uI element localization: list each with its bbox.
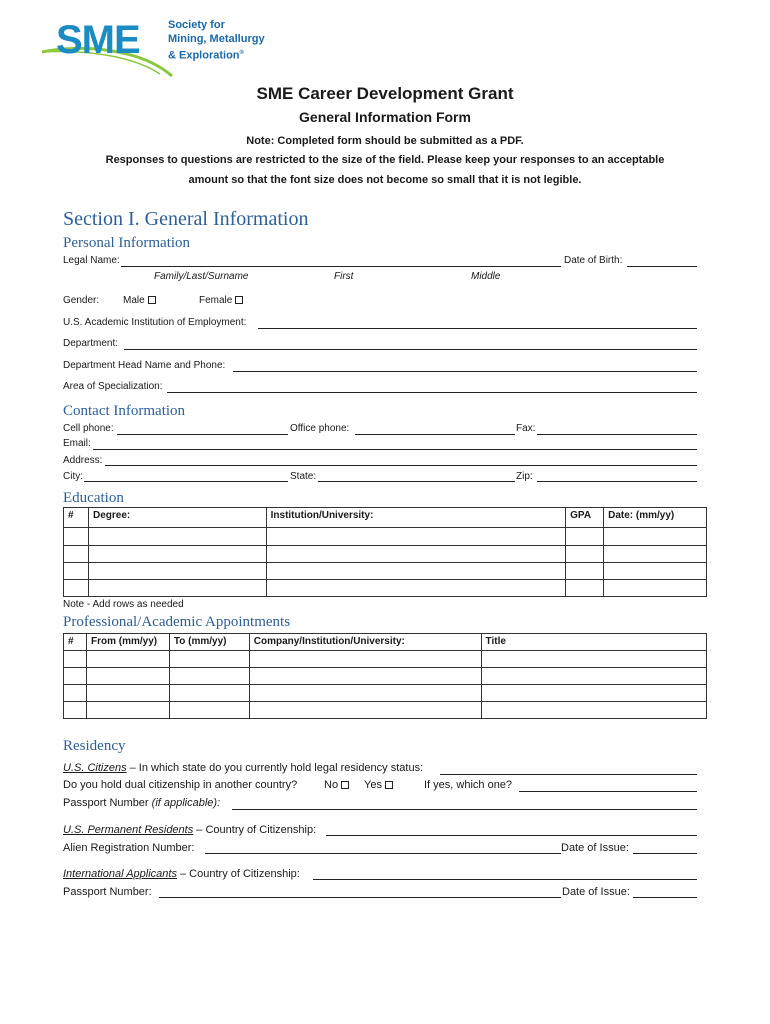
table-row[interactable] <box>64 563 707 580</box>
email-label: Email: <box>63 438 91 449</box>
department-field[interactable] <box>124 349 697 350</box>
address-label: Address: <box>63 455 103 466</box>
us-residency-state-field[interactable] <box>440 774 697 775</box>
passport-applicable-field[interactable] <box>232 809 697 810</box>
institution-label: U.S. Academic Institution of Employment: <box>63 317 247 328</box>
education-heading: Education <box>63 490 124 506</box>
dual-yes-option[interactable]: Yes <box>364 779 393 791</box>
dob-label: Date of Birth: <box>564 255 623 266</box>
education-note: Note - Add rows as needed <box>63 599 184 610</box>
state-label: State: <box>290 471 317 482</box>
passport-label: Passport Number: <box>63 886 152 898</box>
specialization-field[interactable] <box>167 392 697 393</box>
alien-date-issue-label: Date of Issue: <box>561 842 629 854</box>
education-table <box>63 507 707 597</box>
office-phone-label: Office phone: <box>290 423 350 434</box>
specialization-label: Area of Specialization: <box>63 381 163 392</box>
appt-col-company: Company/Institution/University: <box>249 634 481 651</box>
dept-head-field[interactable] <box>233 371 697 372</box>
cell-phone-label: Cell phone: <box>63 423 114 434</box>
institution-field[interactable] <box>258 328 697 329</box>
table-row[interactable] <box>64 685 707 702</box>
edu-col-date: Date: (mm/yy) <box>604 508 707 528</box>
page-subtitle: General Information Form <box>299 109 471 125</box>
appt-col-title: Title <box>481 634 706 651</box>
city-field[interactable] <box>84 481 288 482</box>
intl-country-field[interactable] <box>313 879 697 880</box>
office-phone-field[interactable] <box>355 434 515 435</box>
city-label: City: <box>63 471 83 482</box>
intl-date-issue-field[interactable] <box>633 897 697 898</box>
intl-date-issue-label: Date of Issue: <box>562 886 630 898</box>
perm-residents-label: U.S. Permanent Residents – Country of Citizenship: <box>63 824 317 836</box>
education-header-row <box>64 508 707 528</box>
male-checkbox[interactable] <box>148 296 156 304</box>
edu-col-number: # <box>64 508 89 528</box>
table-row[interactable] <box>64 668 707 685</box>
dob-field[interactable] <box>627 266 697 267</box>
legal-name-label: Legal Name: <box>63 255 120 266</box>
fax-field[interactable] <box>537 434 697 435</box>
fax-label: Fax: <box>516 423 536 434</box>
edu-col-institution: Institution/University: <box>266 508 566 528</box>
intl-applicants-label: International Applicants – Country of Citizenship: <box>63 868 300 880</box>
note-size-2: amount so that the font size does not become so small that it is not legible. <box>188 174 582 186</box>
residency-heading: Residency <box>63 738 126 754</box>
logo-tagline: Society for Mining, Metallurgy & Exploration® <box>168 19 265 62</box>
table-row[interactable] <box>64 546 707 563</box>
table-row[interactable] <box>64 580 707 597</box>
dual-yes-checkbox[interactable] <box>385 781 393 789</box>
dept-head-label: Department Head Name and Phone: <box>63 360 226 371</box>
family-name-caption: Family/Last/Surname <box>154 271 249 282</box>
which-country-field[interactable] <box>519 791 697 792</box>
middle-name-caption: Middle <box>471 271 501 282</box>
appt-col-from: From (mm/yy) <box>86 634 169 651</box>
table-row[interactable] <box>64 528 707 546</box>
passport-applicable-label: Passport Number (if applicable): <box>63 797 221 809</box>
dual-no-option[interactable]: No <box>324 779 349 791</box>
dual-no-checkbox[interactable] <box>341 781 349 789</box>
alien-reg-label: Alien Registration Number: <box>63 842 195 854</box>
personal-info-heading: Personal Information <box>63 235 191 251</box>
alien-reg-field[interactable] <box>205 853 561 854</box>
zip-label: Zip: <box>516 471 533 482</box>
gender-label: Gender: <box>63 295 100 306</box>
perm-country-field[interactable] <box>326 835 697 836</box>
us-citizens-label: U.S. Citizens – In which state do you currently hold legal residency status: <box>63 762 424 774</box>
logo-wordmark: SME <box>56 18 140 62</box>
note-size-1: Responses to questions are restricted to the size of the field. Please keep your responses to an acceptable <box>105 154 665 166</box>
email-field[interactable] <box>93 449 697 450</box>
appt-col-to: To (mm/yy) <box>169 634 249 651</box>
passport-field[interactable] <box>159 897 561 898</box>
page-title: SME Career Development Grant <box>256 84 514 103</box>
appointments-header-row <box>64 634 707 651</box>
section-heading: Section I. General Information <box>63 208 309 230</box>
cell-phone-field[interactable] <box>117 434 288 435</box>
dual-citizenship-label: Do you hold dual citizenship in another country? <box>63 779 298 791</box>
edu-col-degree: Degree: <box>88 508 266 528</box>
table-row[interactable] <box>64 702 707 719</box>
edu-col-gpa: GPA <box>566 508 604 528</box>
alien-date-issue-field[interactable] <box>633 853 697 854</box>
female-checkbox[interactable] <box>235 296 243 304</box>
first-name-caption: First <box>334 271 354 282</box>
female-option[interactable]: Female <box>199 295 243 306</box>
legal-name-field[interactable] <box>121 266 561 267</box>
table-row[interactable] <box>64 651 707 668</box>
which-country-label: If yes, which one? <box>424 779 513 791</box>
appointments-heading: Professional/Academic Appointments <box>63 614 291 630</box>
appt-col-number: # <box>64 634 87 651</box>
male-option[interactable]: Male <box>123 295 156 306</box>
contact-info-heading: Contact Information <box>63 403 186 419</box>
appointments-table <box>63 633 707 719</box>
note-pdf: Note: Completed form should be submitted as a PDF. <box>246 135 524 147</box>
state-field[interactable] <box>318 481 515 482</box>
address-field[interactable] <box>105 465 697 466</box>
zip-field[interactable] <box>537 481 697 482</box>
department-label: Department: <box>63 338 119 349</box>
